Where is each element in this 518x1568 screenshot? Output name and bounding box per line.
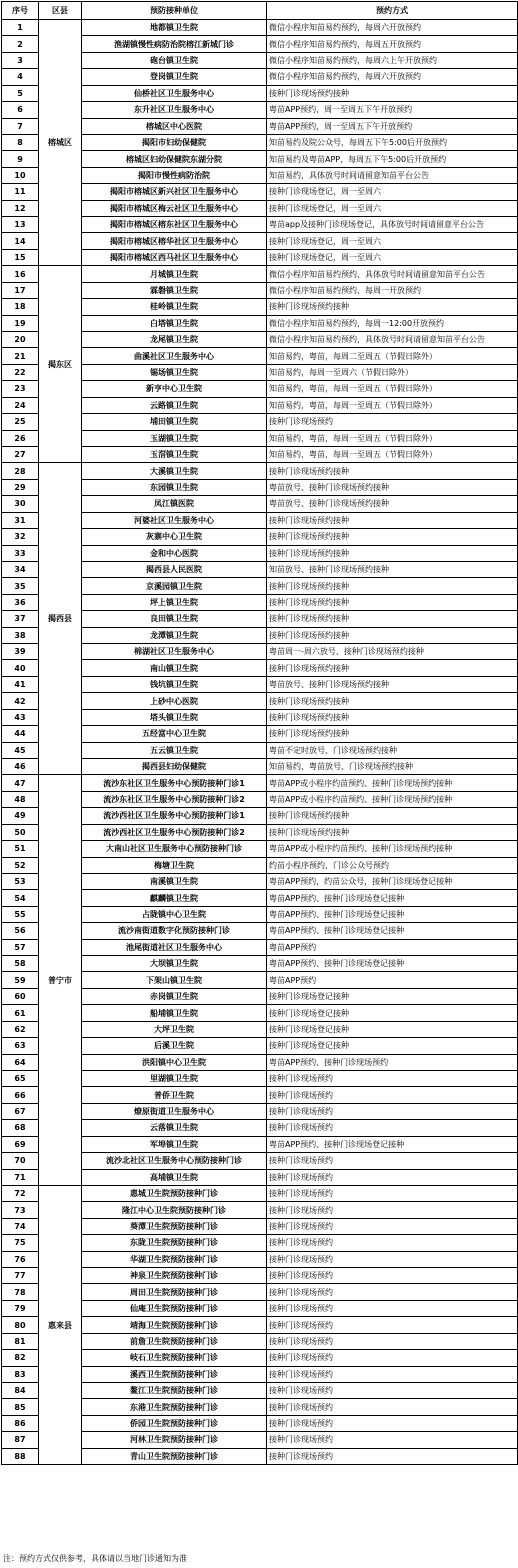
- booking-method: 微信小程序知苗易约预约，每周六开放预约: [267, 20, 518, 36]
- booking-method: 接种门诊现场预约: [267, 1251, 518, 1267]
- booking-method: 接种门诊现场预约接种: [267, 463, 518, 479]
- table-body: [2, 20, 518, 1465]
- row-number: 27: [2, 446, 39, 462]
- unit-name: 桂岭镇卫生院: [82, 299, 267, 315]
- unit-name: 凤江镇医院: [82, 496, 267, 512]
- unit-name: 流沙北社区卫生服务中心预防接种门诊: [82, 1153, 267, 1169]
- row-number: 7: [2, 118, 39, 134]
- unit-name: 麒麟镇卫生院: [82, 890, 267, 906]
- row-number: 66: [2, 1087, 39, 1103]
- unit-name: 梅塘卫生院: [82, 857, 267, 873]
- row-number: 2: [2, 36, 39, 52]
- booking-method: 粤苗APP预约，周一至周五下午开放预约: [267, 102, 518, 118]
- row-number: 3: [2, 52, 39, 68]
- booking-method: 接种门诊现场登记，周一至周六: [267, 200, 518, 216]
- unit-name: 棉湖社区卫生服务中心: [82, 644, 267, 660]
- unit-name: 埔田镇卫生院: [82, 414, 267, 430]
- vaccination-sites-table: [1, 1, 518, 1465]
- booking-method: 接种门诊现场预约: [267, 1284, 518, 1300]
- booking-method: 接种门诊现场登记，周一至周六: [267, 249, 518, 265]
- row-number: 51: [2, 841, 39, 857]
- row-number: 50: [2, 824, 39, 840]
- row-number: 77: [2, 1268, 39, 1284]
- district-cell: 普宁市: [39, 775, 82, 1186]
- row-number: 62: [2, 1021, 39, 1037]
- booking-method: 接种门诊现场预约: [267, 1432, 518, 1448]
- unit-name: 仙桥社区卫生服务中心: [82, 85, 267, 101]
- booking-method: 接种门诊现场预约: [267, 1333, 518, 1349]
- unit-name: 钱坑镇卫生院: [82, 676, 267, 692]
- booking-method: 知苗易约及粤苗APP，每周五下午5:00后开放预约: [267, 151, 518, 167]
- unit-name: 京溪园镇卫生院: [82, 578, 267, 594]
- row-number: 17: [2, 282, 39, 298]
- unit-name: 揭阳市榕城区榕东社区卫生服务中心: [82, 217, 267, 233]
- booking-method: 粤苗APP预约: [267, 939, 518, 955]
- unit-name: 溪西卫生院预防接种门诊: [82, 1366, 267, 1382]
- booking-method: 接种门诊现场预约: [267, 1300, 518, 1316]
- booking-method: 接种门诊现场预约: [267, 1185, 518, 1201]
- row-number: 64: [2, 1054, 39, 1070]
- row-number: 88: [2, 1448, 39, 1464]
- row-number: 37: [2, 611, 39, 627]
- booking-method: 接种门诊现场预约接种: [267, 660, 518, 676]
- unit-name: 船埔镇卫生院: [82, 1005, 267, 1021]
- unit-name: 惠城卫生院预防接种门诊: [82, 1185, 267, 1201]
- booking-method: 接种门诊现场预约接种: [267, 299, 518, 315]
- unit-name: 霖磐镇卫生院: [82, 282, 267, 298]
- unit-name: 榕城区妇幼保健院东湖分院: [82, 151, 267, 167]
- district-cell: 惠来县: [39, 1185, 82, 1464]
- row-number: 78: [2, 1284, 39, 1300]
- unit-name: 地都镇卫生院: [82, 20, 267, 36]
- unit-name: 高埔镇卫生院: [82, 1169, 267, 1185]
- booking-method: 接种门诊现场预约: [267, 414, 518, 430]
- row-number: 5: [2, 85, 39, 101]
- row-number: 59: [2, 972, 39, 988]
- booking-method: 接种门诊现场预约: [267, 1448, 518, 1464]
- booking-method: 知苗易约，粤苗，每周一至周五（节假日除外）: [267, 430, 518, 446]
- row-number: 1: [2, 20, 39, 36]
- table-row: [2, 1185, 518, 1201]
- unit-name: 揭阳市慢性病防治院: [82, 167, 267, 183]
- row-number: 43: [2, 709, 39, 725]
- booking-method: 粤苗APP或小程序约苗预约、接种门诊现场预约接种: [267, 791, 518, 807]
- table-row: [2, 266, 518, 282]
- unit-name: 普侨卫生院: [82, 1087, 267, 1103]
- unit-name: 揭西县人民医院: [82, 561, 267, 577]
- unit-name: 榕城区中心医院: [82, 118, 267, 134]
- row-number: 48: [2, 791, 39, 807]
- row-number: 23: [2, 381, 39, 397]
- unit-name: 周田卫生院预防接种门诊: [82, 1284, 267, 1300]
- booking-method: 粤苗APP或小程序约苗预约、接种门诊现场预约接种: [267, 841, 518, 857]
- row-number: 56: [2, 923, 39, 939]
- unit-name: 神泉卫生院预防接种门诊: [82, 1268, 267, 1284]
- row-number: 32: [2, 529, 39, 545]
- row-number: 44: [2, 726, 39, 742]
- booking-method: 知苗易约，具体放号时间请留意知苗平台公告: [267, 167, 518, 183]
- row-number: 11: [2, 184, 39, 200]
- booking-method: 接种门诊现场预约接种: [267, 85, 518, 101]
- unit-name: 燎原街道卫生服务中心: [82, 1103, 267, 1119]
- district-cell: 榕城区: [39, 20, 82, 266]
- unit-name: 隆江中心卫生院预防接种门诊: [82, 1202, 267, 1218]
- unit-name: 良田镇卫生院: [82, 611, 267, 627]
- row-number: 36: [2, 594, 39, 610]
- row-number: 42: [2, 693, 39, 709]
- row-number: 55: [2, 906, 39, 922]
- row-number: 34: [2, 561, 39, 577]
- row-number: 29: [2, 479, 39, 495]
- booking-method: 粤苗app及接种门诊现场登记，具体放号时间请留意平台公告: [267, 217, 518, 233]
- row-number: 9: [2, 151, 39, 167]
- district-cell: 揭西县: [39, 463, 82, 775]
- row-number: 57: [2, 939, 39, 955]
- header-district: 区县: [39, 2, 82, 20]
- unit-name: 侨园卫生院预防接种门诊: [82, 1415, 267, 1431]
- unit-name: 前詹卫生院预防接种门诊: [82, 1333, 267, 1349]
- booking-method: 粤苗不定时放号、门诊现场预约接种: [267, 742, 518, 758]
- row-number: 61: [2, 1005, 39, 1021]
- unit-name: 军埠镇卫生院: [82, 1136, 267, 1152]
- row-number: 71: [2, 1169, 39, 1185]
- booking-method: 接种门诊现场预约接种: [267, 512, 518, 528]
- booking-method: 粤苗APP预约、接种门诊现场预约: [267, 1054, 518, 1070]
- booking-method: 接种门诊现场预约: [267, 1071, 518, 1087]
- booking-method: 知苗易约及院公众号，每周五下午5:00后开放预约: [267, 134, 518, 150]
- row-number: 73: [2, 1202, 39, 1218]
- unit-name: 南山镇卫生院: [82, 660, 267, 676]
- unit-name: 玉湖镇卫生院: [82, 430, 267, 446]
- booking-method: 接种门诊现场预约接种: [267, 627, 518, 643]
- unit-name: 里湖镇卫生院: [82, 1071, 267, 1087]
- unit-name: 揭阳市榕城区梅云社区卫生服务中心: [82, 200, 267, 216]
- row-number: 72: [2, 1185, 39, 1201]
- row-number: 75: [2, 1235, 39, 1251]
- row-number: 31: [2, 512, 39, 528]
- unit-name: 龙潭镇卫生院: [82, 627, 267, 643]
- row-number: 87: [2, 1432, 39, 1448]
- booking-method: 接种门诊现场预约: [267, 1202, 518, 1218]
- row-number: 20: [2, 332, 39, 348]
- row-number: 52: [2, 857, 39, 873]
- row-number: 74: [2, 1218, 39, 1234]
- unit-name: 揭阳市妇幼保健院: [82, 134, 267, 150]
- unit-name: 渔湖镇慢性病防治院榕江新城门诊: [82, 36, 267, 52]
- unit-name: 大溪镇卫生院: [82, 463, 267, 479]
- booking-method: 接种门诊现场预约: [267, 1120, 518, 1136]
- row-number: 68: [2, 1120, 39, 1136]
- booking-method: 粤苗APP预约、接种门诊现场登记接种: [267, 906, 518, 922]
- booking-method: 接种门诊现场预约: [267, 1103, 518, 1119]
- row-number: 22: [2, 364, 39, 380]
- row-number: 84: [2, 1383, 39, 1399]
- unit-name: 月城镇卫生院: [82, 266, 267, 282]
- unit-name: 塔头镇卫生院: [82, 709, 267, 725]
- row-number: 80: [2, 1317, 39, 1333]
- unit-name: 池尾街道社区卫生服务中心: [82, 939, 267, 955]
- row-number: 82: [2, 1350, 39, 1366]
- unit-name: 占陇镇中心卫生院: [82, 906, 267, 922]
- unit-name: 五云镇卫生院: [82, 742, 267, 758]
- unit-name: 东陇卫生院预防接种门诊: [82, 1235, 267, 1251]
- unit-name: 登岗镇卫生院: [82, 69, 267, 85]
- booking-method: 接种门诊现场预约接种: [267, 709, 518, 725]
- booking-method: 接种门诊现场预约: [267, 1169, 518, 1185]
- row-number: 30: [2, 496, 39, 512]
- unit-name: 大坪卫生院: [82, 1021, 267, 1037]
- unit-name: 流沙西社区卫生服务中心预防接种门诊2: [82, 824, 267, 840]
- booking-method: 粤苗APP预约，约苗公众号，接种门诊现场登记接种: [267, 873, 518, 889]
- row-number: 33: [2, 545, 39, 561]
- booking-method: 微信小程序知苗易约预约，具体放号时间请留意知苗平台公告: [267, 332, 518, 348]
- booking-method: 约苗小程序预约，门诊公众号预约: [267, 857, 518, 873]
- unit-name: 鳌江卫生院预防接种门诊: [82, 1383, 267, 1399]
- booking-method: 知苗易约、粤苗放号、门诊现场预约接种: [267, 758, 518, 774]
- unit-name: 葵潭卫生院预防接种门诊: [82, 1218, 267, 1234]
- unit-name: 赤岗镇卫生院: [82, 988, 267, 1004]
- unit-name: 东港卫生院预防接种门诊: [82, 1399, 267, 1415]
- row-number: 12: [2, 200, 39, 216]
- booking-method: 接种门诊现场预约: [267, 1268, 518, 1284]
- booking-method: 粤苗APP预约、接种门诊现场登记接种: [267, 1136, 518, 1152]
- row-number: 47: [2, 775, 39, 791]
- row-number: 86: [2, 1415, 39, 1431]
- unit-name: 华湖卫生院预防接种门诊: [82, 1251, 267, 1267]
- booking-method: 接种门诊现场预约接种: [267, 824, 518, 840]
- row-number: 15: [2, 249, 39, 265]
- unit-name: 仙庵卫生院预防接种门诊: [82, 1300, 267, 1316]
- unit-name: 流沙南街道数字化预防接种门诊: [82, 923, 267, 939]
- booking-method: 粤苗APP预约、接种门诊现场登记接种: [267, 890, 518, 906]
- unit-name: 南溪镇卫生院: [82, 873, 267, 889]
- booking-method: 接种门诊现场预约: [267, 1383, 518, 1399]
- unit-name: 河婆社区卫生服务中心: [82, 512, 267, 528]
- booking-method: 微信小程序知苗易约预约，每周五开放预约: [267, 36, 518, 52]
- unit-name: 云落镇卫生院: [82, 1120, 267, 1136]
- booking-method: 接种门诊现场登记接种: [267, 988, 518, 1004]
- booking-method: 接种门诊现场登记，周一至周六: [267, 233, 518, 249]
- booking-method: 粤苗APP或小程序约苗预约、接种门诊现场预约接种: [267, 775, 518, 791]
- row-number: 67: [2, 1103, 39, 1119]
- unit-name: 流沙东社区卫生服务中心预防接种门诊2: [82, 791, 267, 807]
- unit-name: 坪上镇卫生院: [82, 594, 267, 610]
- unit-name: 金和中心医院: [82, 545, 267, 561]
- booking-method: 接种门诊现场预约接种: [267, 693, 518, 709]
- booking-method: 接种门诊现场预约接种: [267, 578, 518, 594]
- booking-method: 接种门诊现场预约: [267, 1235, 518, 1251]
- booking-method: 接种门诊现场登记接种: [267, 1038, 518, 1054]
- row-number: 40: [2, 660, 39, 676]
- row-number: 19: [2, 315, 39, 331]
- row-number: 6: [2, 102, 39, 118]
- row-number: 53: [2, 873, 39, 889]
- booking-method: 接种门诊现场预约接种: [267, 594, 518, 610]
- booking-method: 知苗易约，每周一至周六（节假日除外）: [267, 364, 518, 380]
- booking-method: 接种门诊现场预约接种: [267, 808, 518, 824]
- header-unit: 预防接种单位: [82, 2, 267, 20]
- unit-name: 青山卫生院预防接种门诊: [82, 1448, 267, 1464]
- booking-method: 微信小程序知苗易约预约，每周一12:00开放预约: [267, 315, 518, 331]
- unit-name: 砲台镇卫生院: [82, 52, 267, 68]
- booking-method: 接种门诊现场登记接种: [267, 1021, 518, 1037]
- unit-name: 大坝镇卫生院: [82, 956, 267, 972]
- unit-name: 揭西县妇幼保健院: [82, 758, 267, 774]
- row-number: 45: [2, 742, 39, 758]
- booking-method: 知苗易约，粤苗，每周一至周五（节假日除外）: [267, 381, 518, 397]
- row-number: 16: [2, 266, 39, 282]
- unit-name: 靖海卫生院预防接种门诊: [82, 1317, 267, 1333]
- booking-method: 微信小程序知苗易约预约，具体放号时间请留意知苗平台公告: [267, 266, 518, 282]
- booking-method: 接种门诊现场预约: [267, 1317, 518, 1333]
- row-number: 79: [2, 1300, 39, 1316]
- row-number: 13: [2, 217, 39, 233]
- booking-method: 接种门诊现场登记，周一至周六: [267, 184, 518, 200]
- unit-name: 东园镇卫生院: [82, 479, 267, 495]
- unit-name: 洪阳镇中心卫生院: [82, 1054, 267, 1070]
- row-number: 54: [2, 890, 39, 906]
- unit-name: 曲溪社区卫生服务中心: [82, 348, 267, 364]
- unit-name: 龙尾镇卫生院: [82, 332, 267, 348]
- booking-method: 粤苗放号、接种门诊现场预约接种: [267, 496, 518, 512]
- unit-name: 流沙西社区卫生服务中心预防接种门诊1: [82, 808, 267, 824]
- unit-name: 新亨中心卫生院: [82, 381, 267, 397]
- unit-name: 揭阳市榕城区榕华社区卫生服务中心: [82, 233, 267, 249]
- unit-name: 白塔镇卫生院: [82, 315, 267, 331]
- row-number: 39: [2, 644, 39, 660]
- row-number: 8: [2, 134, 39, 150]
- booking-method: 接种门诊现场预约接种: [267, 726, 518, 742]
- unit-name: 锡场镇卫生院: [82, 364, 267, 380]
- footnote: 注：预约方式仅供参考，具体请以当地门诊通知为准: [3, 1554, 187, 1563]
- row-number: 70: [2, 1153, 39, 1169]
- header-method: 预约方式: [267, 2, 518, 20]
- unit-name: 揭阳市榕城区新兴社区卫生服务中心: [82, 184, 267, 200]
- unit-name: 岐石卫生院预防接种门诊: [82, 1350, 267, 1366]
- booking-method: 粤苗周一-周六放号、接种门诊现场预约接种: [267, 644, 518, 660]
- row-number: 41: [2, 676, 39, 692]
- booking-method: 知苗易约，粤苗，每周一至周五（节假日除外）: [267, 446, 518, 462]
- booking-method: 知苗易约，粤苗，每周二至周五（节假日除外）: [267, 348, 518, 364]
- unit-name: 上砂中心医院: [82, 693, 267, 709]
- booking-method: 接种门诊现场预约: [267, 1366, 518, 1382]
- row-number: 24: [2, 397, 39, 413]
- booking-method: 微信小程序知苗易约预约，每周一开放预约: [267, 282, 518, 298]
- row-number: 60: [2, 988, 39, 1004]
- row-number: 35: [2, 578, 39, 594]
- booking-method: 接种门诊现场预约接种: [267, 545, 518, 561]
- booking-method: 知苗放号、接种门诊现场预约接种: [267, 561, 518, 577]
- row-number: 65: [2, 1071, 39, 1087]
- row-number: 85: [2, 1399, 39, 1415]
- row-number: 10: [2, 167, 39, 183]
- unit-name: 后溪卫生院: [82, 1038, 267, 1054]
- row-number: 26: [2, 430, 39, 446]
- unit-name: 东升社区卫生服务中心: [82, 102, 267, 118]
- table-header-row: [2, 2, 518, 20]
- unit-name: 灰寨中心卫生院: [82, 529, 267, 545]
- booking-method: 接种门诊现场预约: [267, 1153, 518, 1169]
- row-number: 49: [2, 808, 39, 824]
- booking-method: 知苗易约，粤苗，每周一至周五（节假日除外）: [267, 397, 518, 413]
- booking-method: 粤苗APP预约: [267, 972, 518, 988]
- table-row: [2, 775, 518, 791]
- unit-name: 揭阳市榕城区西马社区卫生服务中心: [82, 249, 267, 265]
- booking-method: 接种门诊现场预约接种: [267, 611, 518, 627]
- booking-method: 粤苗APP预约、接种门诊现场登记接种: [267, 956, 518, 972]
- booking-method: 接种门诊现场预约: [267, 1399, 518, 1415]
- table-row: [2, 463, 518, 479]
- booking-method: 接种门诊现场预约: [267, 1087, 518, 1103]
- unit-name: 五经富中心卫生院: [82, 726, 267, 742]
- booking-method: 微信小程序知苗易约预约，每周六开放预约: [267, 69, 518, 85]
- unit-name: 云路镇卫生院: [82, 397, 267, 413]
- row-number: 46: [2, 758, 39, 774]
- booking-method: 接种门诊现场预约: [267, 1415, 518, 1431]
- row-number: 63: [2, 1038, 39, 1054]
- booking-method: 接种门诊现场预约: [267, 1218, 518, 1234]
- booking-method: 接种门诊现场登记接种: [267, 1005, 518, 1021]
- row-number: 18: [2, 299, 39, 315]
- row-number: 69: [2, 1136, 39, 1152]
- row-number: 58: [2, 956, 39, 972]
- unit-name: 流沙东社区卫生服务中心预防接种门诊1: [82, 775, 267, 791]
- unit-name: 玉滘镇卫生院: [82, 446, 267, 462]
- row-number: 14: [2, 233, 39, 249]
- row-number: 25: [2, 414, 39, 430]
- district-cell: 揭东区: [39, 266, 82, 463]
- booking-method: 粤苗APP预约、接种门诊现场登记接种: [267, 923, 518, 939]
- row-number: 81: [2, 1333, 39, 1349]
- header-no: 序号: [2, 2, 39, 20]
- booking-method: 粤苗APP预约，周一至周五下午开放预约: [267, 118, 518, 134]
- row-number: 76: [2, 1251, 39, 1267]
- booking-method: 微信小程序知苗易约预约，每周六上午开放预约: [267, 52, 518, 68]
- row-number: 28: [2, 463, 39, 479]
- table-row: [2, 20, 518, 36]
- unit-name: 大南山社区卫生服务中心预防接种门诊: [82, 841, 267, 857]
- unit-name: 河林卫生院预防接种门诊: [82, 1432, 267, 1448]
- row-number: 83: [2, 1366, 39, 1382]
- unit-name: 下架山镇卫生院: [82, 972, 267, 988]
- booking-method: 接种门诊现场预约: [267, 1350, 518, 1366]
- booking-method: 粤苗放号、接种门诊现场预约接种: [267, 676, 518, 692]
- row-number: 38: [2, 627, 39, 643]
- booking-method: 粤苗放号、接种门诊现场预约接种: [267, 479, 518, 495]
- booking-method: 接种门诊现场预约接种: [267, 529, 518, 545]
- row-number: 4: [2, 69, 39, 85]
- row-number: 21: [2, 348, 39, 364]
